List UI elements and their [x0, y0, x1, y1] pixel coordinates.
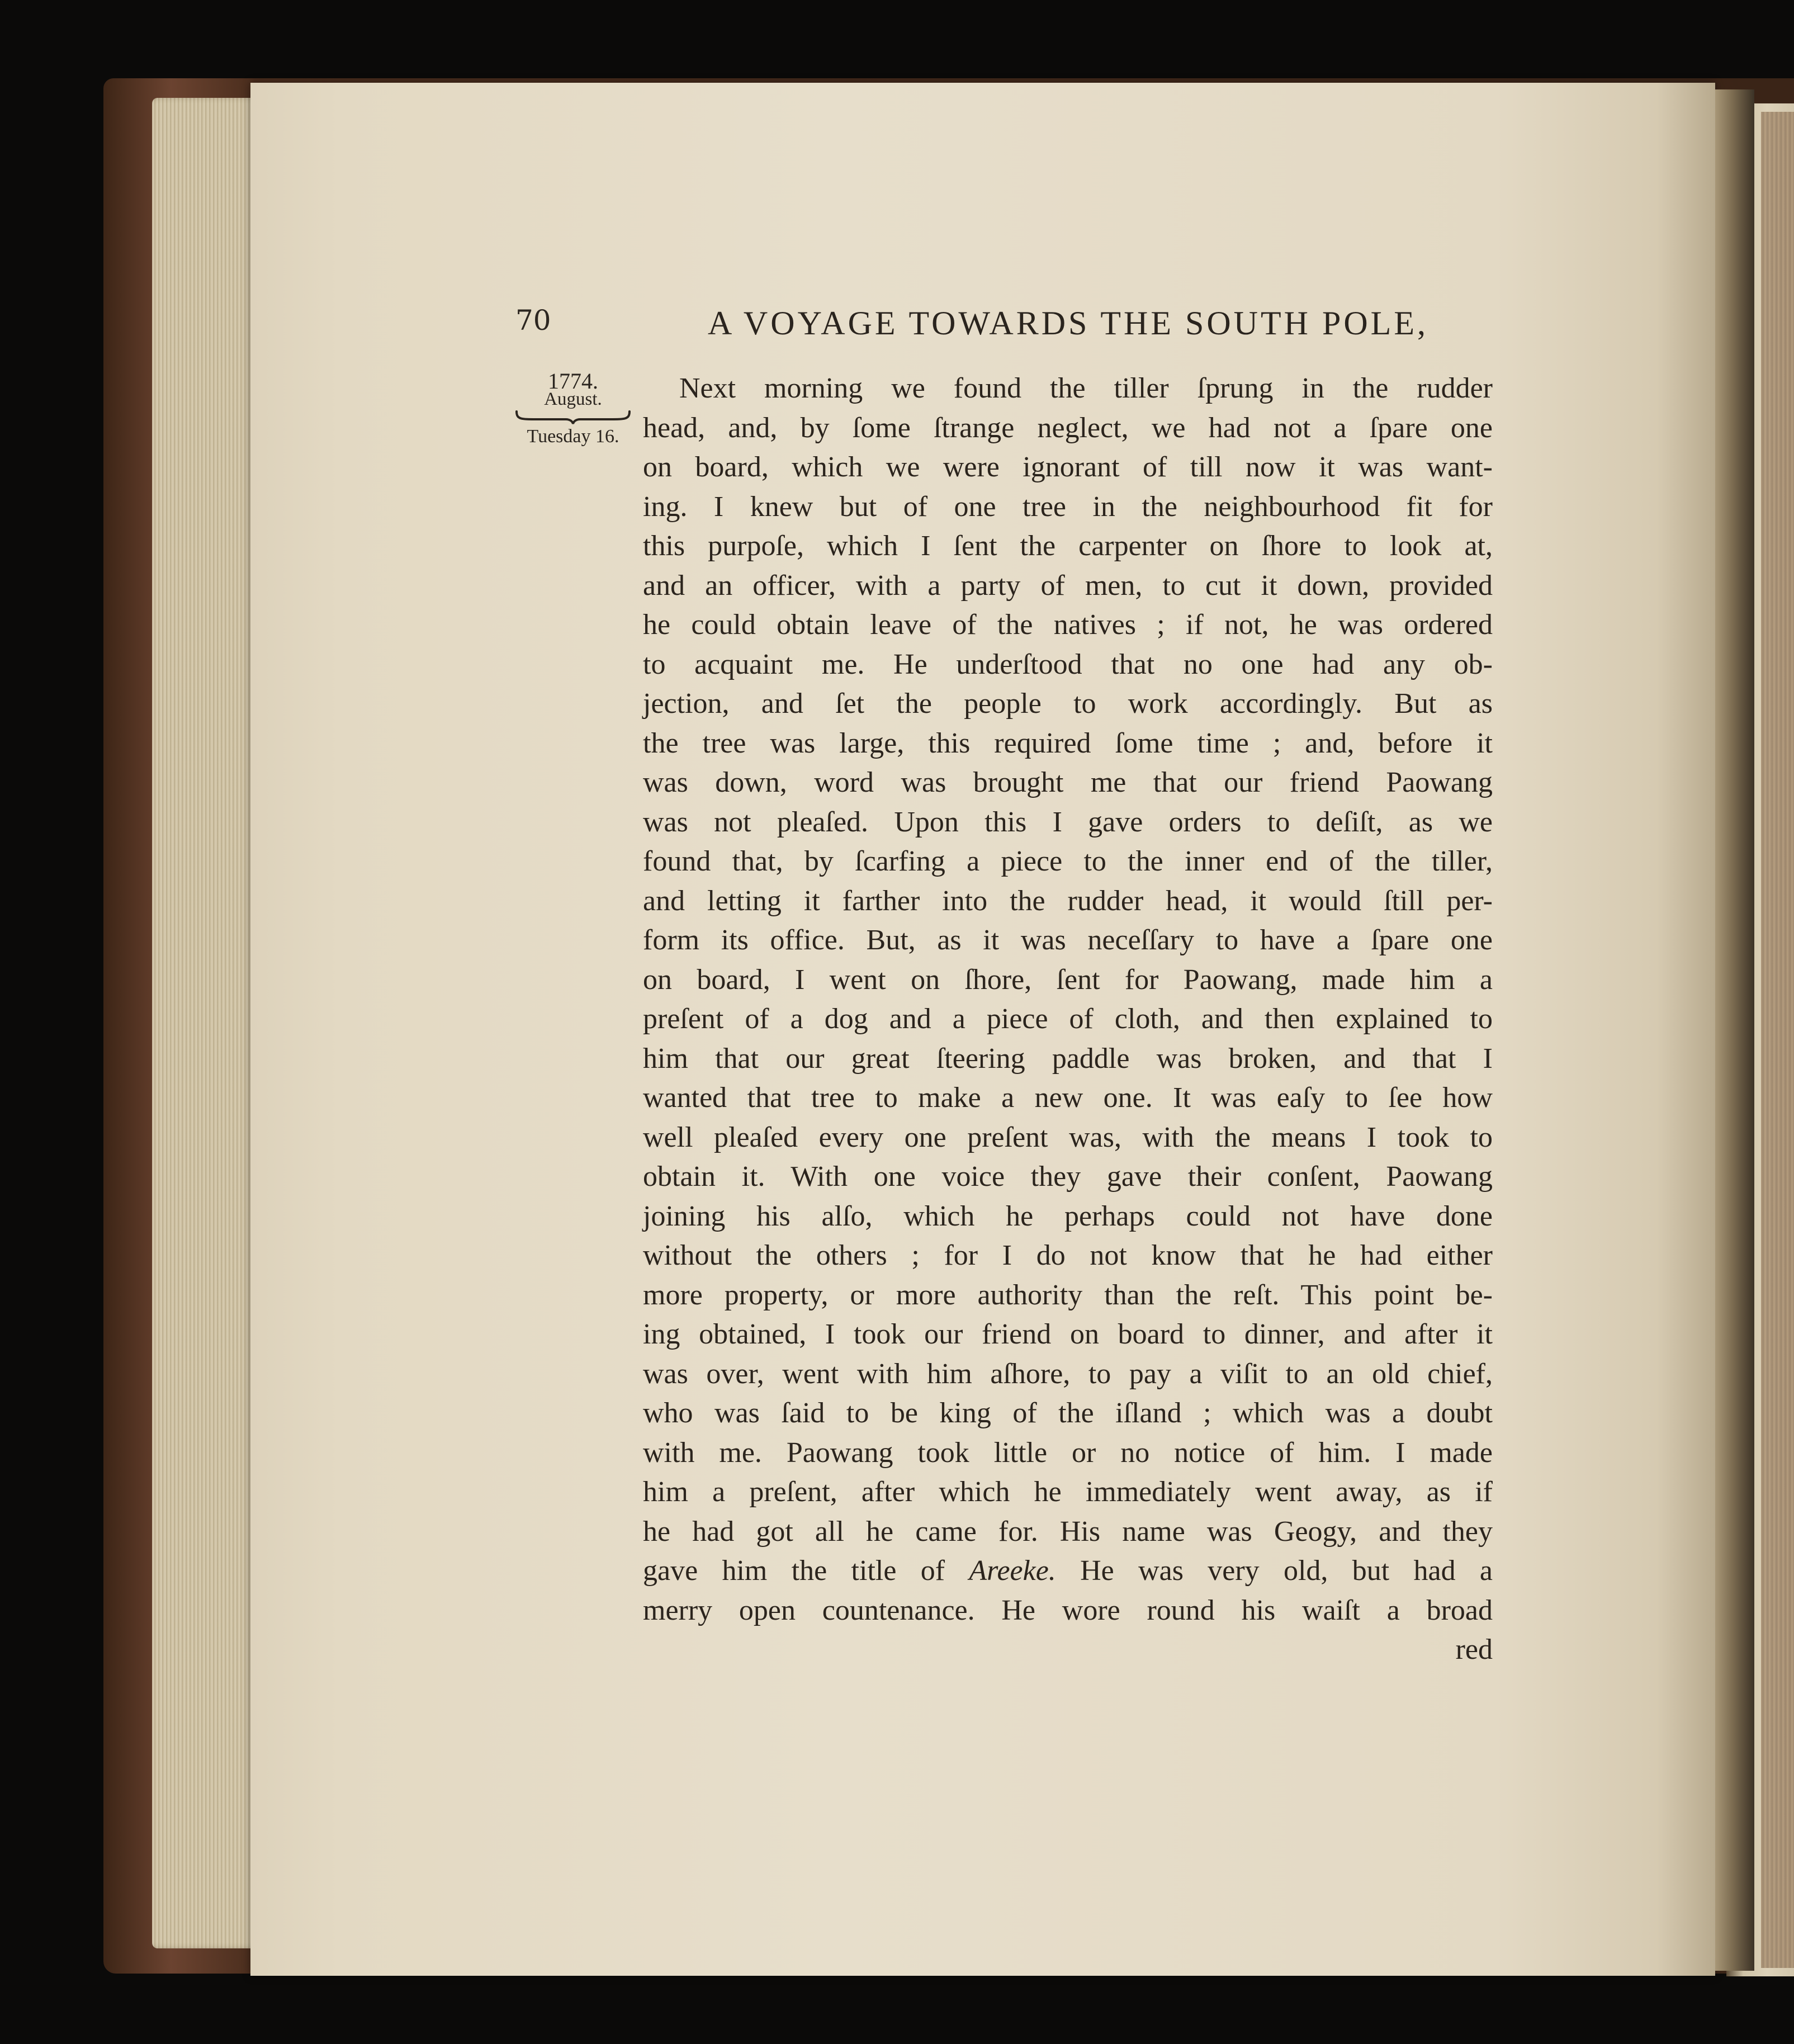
text-line: to acquaint me. He underſtood that no one had any ob-: [643, 648, 1493, 680]
page-number: 70: [515, 304, 551, 337]
margin-day: Tuesday 16.: [527, 426, 619, 447]
margin-month: August.: [544, 389, 602, 409]
text-line: on board, I went on ſhore, ſent for Paowang, made him a: [643, 963, 1493, 996]
text-line: head, and, by ſome ſtrange neglect, we had not a ſpare one: [643, 411, 1493, 444]
text-line: merry open countenance. He wore round his waiſt a broad: [643, 1594, 1493, 1626]
text-line: ing. I knew but of one tree in the neighbourhood fit for: [643, 490, 1493, 523]
text-line: on board, which we were ignorant of till now it was want-: [643, 451, 1493, 483]
text-line: was not pleaſed. Upon this I gave orders to deſiſt, as we: [643, 806, 1493, 838]
text-line: was over, went with him aſhore, to pay a viſit to an old chief,: [643, 1357, 1493, 1390]
text-line: wanted that tree to make a new one. It was eaſy to ſee how: [643, 1082, 1493, 1114]
body-text: [643, 369, 1493, 1670]
text-line: preſent of a dog and a piece of cloth, and then explained to: [643, 1003, 1493, 1035]
page-edges: [152, 98, 264, 1948]
text-line: ing obtained, I took our friend on board to dinner, and after it: [643, 1318, 1493, 1350]
text-line: well pleaſed every one preſent was, with the means I took to: [643, 1121, 1493, 1153]
text-line: joining his alſo, which he perhaps could not have done: [643, 1200, 1493, 1232]
text-line: [643, 1551, 1493, 1591]
text-line: form its office. But, as it was neceſſary to have a ſpare one: [643, 924, 1493, 956]
text-line: Next morning we found the tiller ſprung in the rudder: [679, 372, 1493, 404]
text-line: without the others ; for I do not know that he had either: [643, 1239, 1493, 1271]
running-head: A VOYAGE TOWARDS THE SOUTH POLE,: [708, 305, 1428, 342]
text-line: he had got all he came for. His name was Geogy, and they: [643, 1515, 1493, 1548]
text-line: jection, and ſet the people to work accordingly. But as: [643, 688, 1493, 720]
brace-icon: [514, 410, 632, 425]
text-fragment: He was very old, but had a: [1080, 1555, 1493, 1587]
margin-date-note: [506, 370, 640, 447]
text-line: found that, by ſcarfing a piece to the inner end of the tiller,: [643, 845, 1493, 877]
text-line: and an officer, with a party of men, to cut it down, provided: [643, 569, 1493, 602]
margin-year: 1774.: [548, 368, 598, 394]
text-line: was down, word was brought me that our friend Paowang: [643, 766, 1493, 798]
italic-term: Areeke.: [969, 1555, 1056, 1587]
page-gutter: [1715, 89, 1754, 1971]
text-line: this purpoſe, which I ſent the carpenter on ſhore to look at,: [643, 530, 1493, 562]
text-fragment: gave him the title of: [643, 1555, 945, 1587]
text-line: and letting it farther into the rudder head, it would ſtill per-: [643, 884, 1493, 917]
text-line: the tree was large, this required ſome time ; and, before it: [643, 727, 1493, 759]
text-line: more property, or more authority than the reſt. This point be-: [643, 1279, 1493, 1311]
text-line: he could obtain leave of the natives ; if not, he was ordered: [643, 609, 1493, 641]
catchword: red: [1455, 1634, 1493, 1666]
text-line: who was ſaid to be king of the iſland ; which was a doubt: [643, 1397, 1493, 1429]
text-line: obtain it. With one voice they gave their conſent, Paowang: [643, 1161, 1493, 1193]
text-line: with me. Paowang took little or no notice of him. I made: [643, 1436, 1493, 1469]
facing-page-edges: [1761, 112, 1794, 1968]
text-line: him that our great ſteering paddle was broken, and that I: [643, 1042, 1493, 1075]
text-line: him a preſent, after which he immediately went away, as if: [643, 1476, 1493, 1508]
